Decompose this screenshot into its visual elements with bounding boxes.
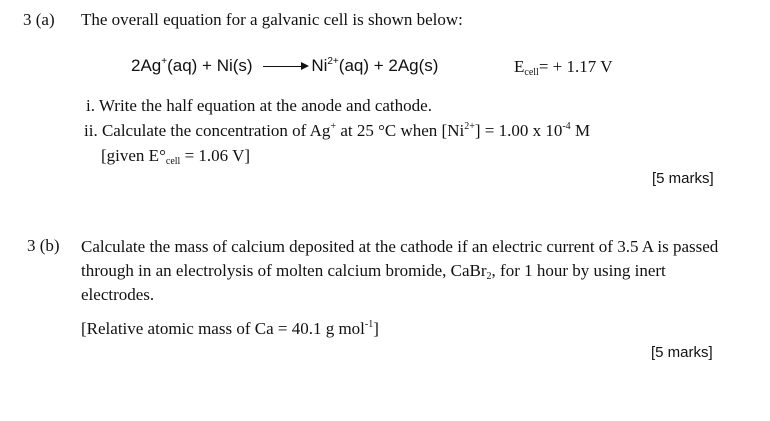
q3b-text-pre: Calculate the mass of calcium deposited at the cathode if an electric current of 3.5 A is passed through in an electrolysis of molten calcium bromide, CaBr (81, 237, 719, 280)
eq-lhs-ag-charge: + (161, 56, 168, 67)
marks-3b: [5 marks] (651, 344, 713, 361)
ram-pre: [Relative atomic mass of Ca = 40.1 g mol (81, 319, 365, 338)
q3b-text-sub: 2 (486, 271, 492, 282)
reaction-arrow-icon (263, 62, 309, 72)
part-ii-mid1: at 25 °C when [Ni (336, 121, 465, 140)
eq-rhs-ni: Ni (311, 56, 328, 75)
question-3a-part-ii (84, 121, 590, 141)
question-3b-text (81, 235, 731, 307)
ecell-number: = + 1.17 V (538, 57, 613, 76)
relative-atomic-mass (81, 319, 379, 339)
part-ii-unit: M (570, 121, 591, 140)
question-number-3b: 3 (b) (27, 236, 60, 255)
question-3a-intro: The overall equation for a galvanic cell is shown below: (81, 10, 463, 29)
part-ii-pre: ii. Calculate the concentration of Ag (84, 121, 331, 140)
eq-rhs-ni-charge: 2+ (327, 56, 339, 67)
given-ecell (101, 146, 250, 166)
q3b-text-post: , for 1 hour by using inert electrodes. (81, 261, 666, 304)
cell-equation (131, 56, 438, 76)
question-3a-part-i: i. Write the half equation at the anode and cathode. (86, 96, 432, 115)
ecell-label-sub: cell (524, 67, 539, 78)
ecell-label: E (514, 57, 525, 76)
ni-charge: 2+ (464, 121, 475, 132)
given-sub: cell (165, 156, 181, 167)
given-pre: [given E° (101, 146, 166, 165)
eq-lhs-ag: 2Ag (131, 56, 162, 75)
eq-lhs-rest: (aq) + Ni(s) (167, 56, 253, 75)
concentration-exponent: -4 (562, 121, 571, 132)
part-ii-mid2: ] = 1.00 x 10 (474, 121, 563, 140)
ram-post: ] (373, 319, 379, 338)
eq-rhs-rest: (aq) + 2Ag(s) (338, 56, 439, 75)
ram-exp: -1 (364, 319, 374, 330)
ecell-value (514, 57, 612, 77)
marks-3a: [5 marks] (652, 170, 714, 187)
given-post: = 1.06 V] (180, 146, 251, 165)
question-number-3a: 3 (a) (23, 10, 55, 29)
ag-charge: + (330, 121, 337, 132)
